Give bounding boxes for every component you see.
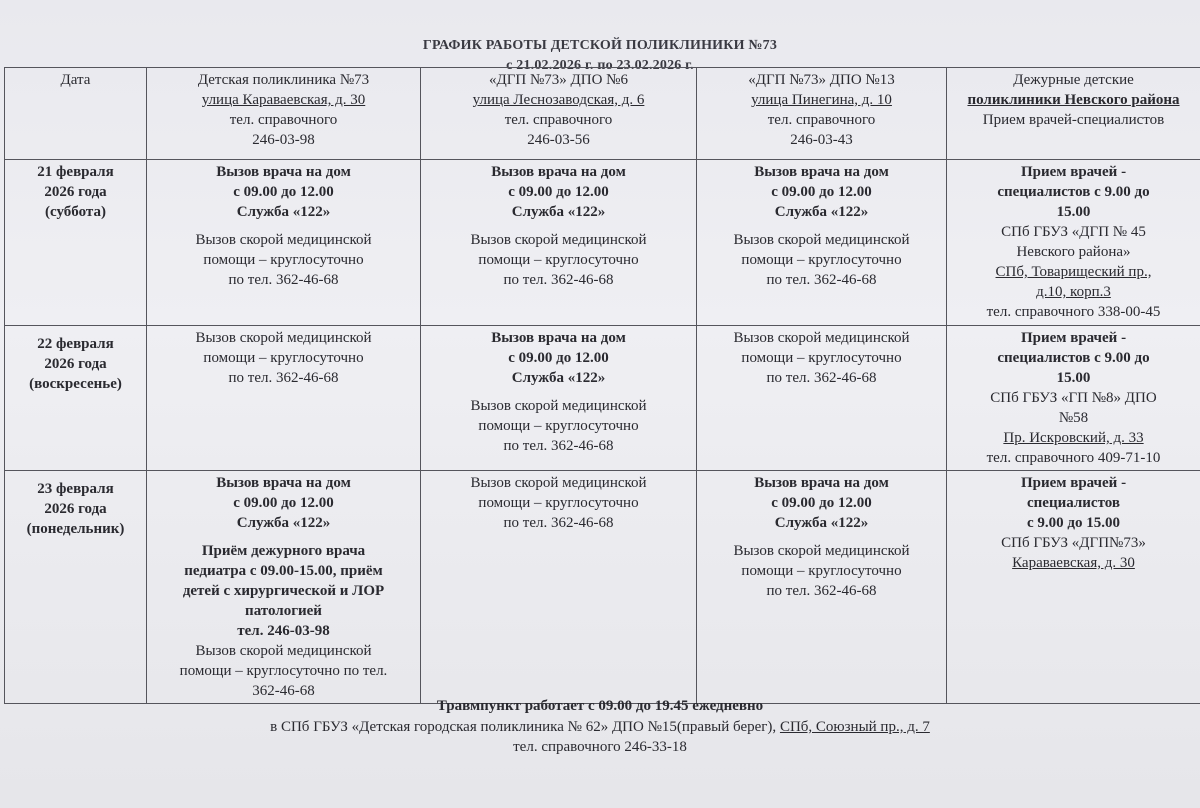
home-call-hours: с 09.00 до 12.00 xyxy=(233,495,334,511)
date-weekday: (воскресенье) xyxy=(29,376,122,392)
ambulance-text: Вызов скорой медицинской xyxy=(195,330,372,346)
clinic-phone: 246-03-56 xyxy=(527,132,590,148)
home-call: Вызов врача на дом xyxy=(491,330,626,346)
trauma-center-clinic: в СПб ГБУЗ «Детская городская поликлиника № 62» ДПО №15(правый берег), xyxy=(270,719,780,735)
ambulance-phone: по тел. 362-46-68 xyxy=(503,272,614,288)
cell-dpo6 xyxy=(421,326,697,471)
ambulance-text: помощи – круглосуточно xyxy=(741,350,902,366)
home-call-hours: с 09.00 до 12.00 xyxy=(233,184,334,200)
cell-dpo13 xyxy=(697,326,947,471)
duty-clinic-address: Пр. Искровский, д. 33 xyxy=(1003,430,1144,446)
clinic-address: улица Пинегина, д. 10 xyxy=(751,92,892,108)
clinic-name: «ДГП №73» ДПО №6 xyxy=(488,72,628,88)
date-cell xyxy=(5,160,147,326)
cell-clinic73 xyxy=(147,471,421,704)
ambulance-text: помощи – круглосуточно по тел. xyxy=(179,663,388,679)
trauma-center-phone: тел. справочного 246-33-18 xyxy=(513,739,687,755)
duty-clinic-address: СПб, Товарищеский пр., xyxy=(995,264,1152,280)
ambulance-text: Вызов скорой медицинской xyxy=(195,232,372,248)
home-call-hours: с 09.00 до 12.00 xyxy=(771,184,872,200)
ambulance-phone: по тел. 362-46-68 xyxy=(766,272,877,288)
clinic-phone-label: тел. справочного xyxy=(229,112,338,128)
duty-clinic-address: Караваевская, д. 30 xyxy=(1012,555,1135,571)
date-day: 21 февраля xyxy=(37,164,114,180)
ambulance-phone: по тел. 362-46-68 xyxy=(766,583,877,599)
cell-duty xyxy=(947,471,1200,704)
cell-dpo6 xyxy=(421,160,697,326)
ambulance-text: Вызов скорой медицинской xyxy=(733,330,910,346)
clinic-name: Детская поликлиника №73 xyxy=(197,72,370,88)
cell-duty xyxy=(947,326,1200,471)
date-weekday: (понедельник) xyxy=(26,521,125,537)
home-call: Вызов врача на дом xyxy=(754,164,889,180)
clinic-phone: 246-03-43 xyxy=(790,132,853,148)
home-call: Вызов врача на дом xyxy=(216,475,351,491)
table-row-22feb xyxy=(5,326,1200,471)
duty-clinic-name: №58 xyxy=(1058,410,1089,426)
date-weekday: (суббота) xyxy=(45,204,106,220)
ambulance-phone: по тел. 362-46-68 xyxy=(228,272,339,288)
date-year: 2026 года xyxy=(44,184,107,200)
cell-clinic73 xyxy=(147,326,421,471)
schedule-table xyxy=(4,67,1200,704)
ambulance-text: помощи – круглосуточно xyxy=(741,252,902,268)
ambulance-text: Вызов скорой медицинской xyxy=(470,232,647,248)
page-subtitle: с 21.02.2026 г. по 23.02.2026 г. xyxy=(506,58,694,73)
home-call-hours: с 09.00 до 12.00 xyxy=(771,495,872,511)
trauma-center-hours: Травмпункт работает с 09.00 до 19.45 ежедневно xyxy=(436,698,764,714)
home-call-service: Служба «122» xyxy=(774,515,869,531)
ambulance-text: помощи – круглосуточно xyxy=(741,563,902,579)
specialists-hours: специалистов с 9.00 до xyxy=(997,184,1150,200)
date-cell xyxy=(5,326,147,471)
ambulance-text: Вызов скорой медицинской xyxy=(195,643,372,659)
duty-clinic-phone: тел. справочного 409-71-10 xyxy=(986,450,1161,466)
ambulance-text: помощи – круглосуточно xyxy=(478,252,639,268)
ambulance-text: Вызов скорой медицинской xyxy=(733,232,910,248)
date-day: 22 февраля xyxy=(37,336,114,352)
home-call-service: Служба «122» xyxy=(511,370,606,386)
duty-pediatrician-phone: тел. 246-03-98 xyxy=(237,623,330,639)
duty-header-sub: Прием врачей-специалистов xyxy=(982,112,1165,128)
home-call-hours: с 09.00 до 12.00 xyxy=(508,350,609,366)
ambulance-text: помощи – круглосуточно xyxy=(478,495,639,511)
duty-clinic-address: д.10, корп.3 xyxy=(1036,284,1111,300)
clinic-header-73 xyxy=(147,68,421,160)
cell-dpo13 xyxy=(697,471,947,704)
cell-dpo13 xyxy=(697,160,947,326)
date-day: 23 февраля xyxy=(37,481,114,497)
ambulance-phone: по тел. 362-46-68 xyxy=(766,370,877,386)
duty-header-name-2: поликлиники Невского района xyxy=(967,92,1180,108)
clinic-address: улица Леснозаводская, д. 6 xyxy=(472,92,645,108)
specialists-title: Прием врачей - xyxy=(1020,164,1127,180)
specialists-hours: специалистов с 9.00 до xyxy=(997,350,1150,366)
date-year: 2026 года xyxy=(44,356,107,372)
date-cell xyxy=(5,471,147,704)
home-call-service: Служба «122» xyxy=(511,204,606,220)
specialists-title: Прием врачей - xyxy=(1020,330,1127,346)
home-call: Вызов врача на дом xyxy=(491,164,626,180)
duty-clinic-name: СПб ГБУЗ «ДГП № 45 xyxy=(1001,224,1146,240)
home-call: Вызов врача на дом xyxy=(216,164,351,180)
clinic-address: улица Караваевская, д. 30 xyxy=(201,92,366,108)
clinic-phone-label: тел. справочного xyxy=(767,112,876,128)
clinic-header-dpo6 xyxy=(421,68,697,160)
ambulance-text: помощи – круглосуточно xyxy=(203,350,364,366)
specialists-hours: с 9.00 до 15.00 xyxy=(1027,515,1120,531)
duty-pediatrician: педиатра с 09.00-15.00, приём xyxy=(184,563,383,579)
ambulance-phone: по тел. 362-46-68 xyxy=(228,370,339,386)
trauma-center-location xyxy=(0,719,1200,736)
clinic-header-dpo13 xyxy=(697,68,947,160)
clinic-phone-label: тел. справочного xyxy=(504,112,613,128)
cell-duty xyxy=(947,160,1200,326)
date-year: 2026 года xyxy=(44,501,107,517)
duty-clinic-name: Невского района» xyxy=(1016,244,1131,260)
specialists-hours-end: 15.00 xyxy=(1056,370,1091,386)
duty-clinics-header xyxy=(947,68,1200,160)
clinic-name: «ДГП №73» ДПО №13 xyxy=(748,72,895,88)
page-title: ГРАФИК РАБОТЫ ДЕТСКОЙ ПОЛИКЛИНИКИ №73 xyxy=(422,38,778,53)
duty-pediatrician: патологией xyxy=(245,603,322,619)
trauma-center-address: СПб, Союзный пр., д. 7 xyxy=(779,719,930,735)
home-call-hours: с 09.00 до 12.00 xyxy=(508,184,609,200)
cell-dpo6 xyxy=(421,471,697,704)
clinic-phone: 246-03-98 xyxy=(252,132,315,148)
duty-clinic-name: СПб ГБУЗ «ГП №8» ДПО xyxy=(990,390,1157,406)
home-call-service: Служба «122» xyxy=(236,204,331,220)
ambulance-text: Вызов скорой медицинской xyxy=(470,475,647,491)
ambulance-phone: по тел. 362-46-68 xyxy=(503,438,614,454)
specialists-title: Прием врачей - xyxy=(1020,475,1127,491)
ambulance-phone: по тел. 362-46-68 xyxy=(503,515,614,531)
date-header: Дата xyxy=(5,68,147,160)
ambulance-text: помощи – круглосуточно xyxy=(203,252,364,268)
ambulance-text: Вызов скорой медицинской xyxy=(470,398,647,414)
cell-clinic73 xyxy=(147,160,421,326)
ambulance-phone: 362-46-68 xyxy=(252,683,315,699)
ambulance-text: Вызов скорой медицинской xyxy=(733,543,910,559)
duty-pediatrician: детей с хирургической и ЛОР xyxy=(182,583,385,599)
home-call-service: Служба «122» xyxy=(236,515,331,531)
specialists-title: специалистов xyxy=(1027,495,1120,511)
header-row xyxy=(5,68,1200,160)
duty-header-name: Дежурные детские xyxy=(1013,72,1134,88)
ambulance-text: помощи – круглосуточно xyxy=(478,418,639,434)
table-row-23feb xyxy=(5,471,1200,704)
duty-clinic-phone: тел. справочного 338-00-45 xyxy=(986,304,1161,320)
table-row-21feb xyxy=(5,160,1200,326)
duty-clinic-name: СПб ГБУЗ «ДГП№73» xyxy=(1001,535,1146,551)
home-call: Вызов врача на дом xyxy=(754,475,889,491)
specialists-hours-end: 15.00 xyxy=(1056,204,1091,220)
home-call-service: Служба «122» xyxy=(774,204,869,220)
duty-pediatrician: Приём дежурного врача xyxy=(201,543,366,559)
